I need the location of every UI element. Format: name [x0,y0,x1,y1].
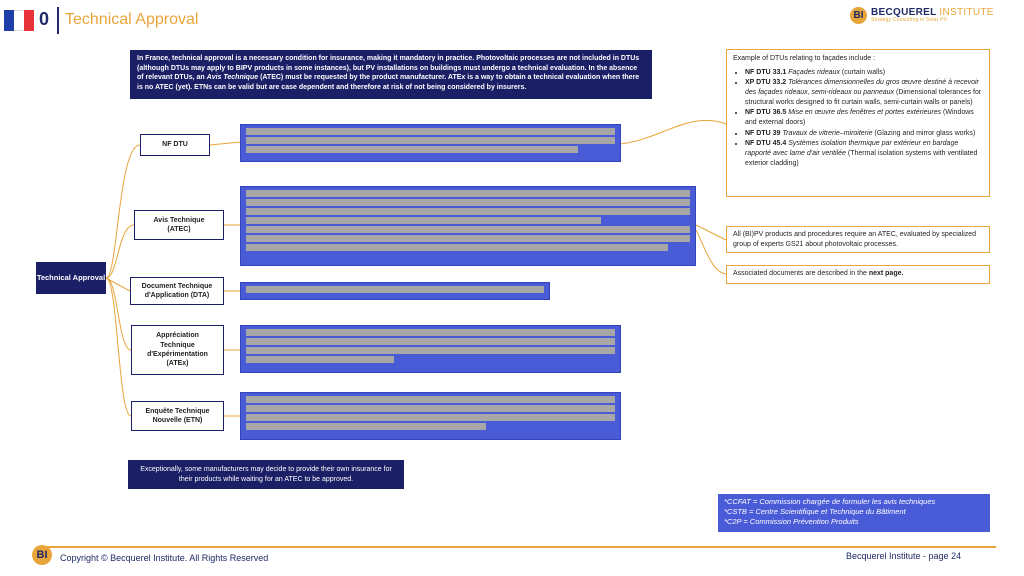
tree-node-atec: Avis Technique (ATEC) [134,210,224,240]
redacted-description-etn [240,392,621,440]
page-title: Technical Approval [65,11,199,28]
redacted-description-dta [240,282,550,300]
associated-documents-note: Associated documents are described in the next page. [726,265,990,284]
list-item: • NF DTU 33.1 Façades rideaux (curtain walls) [745,68,983,78]
intro-text-box [130,50,652,99]
intro-text-part2: (ATEC) must be requested by the product manufacturer. ATEx is a way to obtain a technical evaluation when there is no ATEC (yet). ETNs can be valid but are case dependent and therefore at risk of not being considered by insurers. [137,74,640,91]
france-flag-icon [4,10,34,31]
redacted-description-atec [240,186,696,266]
abbreviations-box [718,494,990,532]
redacted-description-nf-dtu [240,124,621,162]
flag-blue-stripe [4,10,14,31]
flag-white-stripe [14,10,24,31]
tree-node-atex: Appréciation Technique d'Expérimentation (ATEx) [131,325,224,375]
logo-mark-icon: BI [850,7,867,24]
dtu-examples-box [726,49,990,197]
list-item: • XP DTU 33.2 Tolérances dimensionnelles du gros œuvre destiné à recevoir des façades rideaux, semi-rideaux ou panneaux (Dimensional tolerances for structural works designed to fit curtain walls, semi-curtain walls or panels) [745,78,983,107]
tree-node-nf-dtu: NF DTU [140,134,210,156]
list-item: • NF DTU 36.5 Mise en œuvre des fenêtres et portes extérieures (Windows and external doors) [745,108,983,127]
title-divider [57,7,59,34]
company-logo [850,7,994,24]
list-item: • NF DTU 45.4 Systèmes isolation thermique par extérieur en bardage rapporté avec lame d'air ventilée (Thermal isolation systems with ventilated exterior cladding) [745,139,983,168]
logo-tagline: Strategy Consulting in Solar PV [871,17,948,23]
intro-text-part1: In France, technical approval is a necessary condition for insurance, making it mandatory in practice. Photovoltaic processes are not included in DTUs (although DTUs may apply to BIPV products in some instances), but PV installations on buildings must undergo a technical evaluation. In the absence of relevant DTUs, an [137,55,640,82]
logo-name-suffix: INSTITUTE [939,7,994,18]
abbreviation-cstb: *CSTB = Centre Scientifique et Technique du Bâtiment [724,507,906,517]
dtu-examples-heading: Example of DTUs relating to façades include : [733,55,876,62]
flag-red-stripe [24,10,34,31]
tree-node-etn: Enquête Technique Nouvelle (ETN) [131,401,224,431]
list-item: • NF DTU 39 Travaux de vitrerie–miroiterie (Glazing and mirror glass works) [745,129,983,139]
tree-node-dta: Document Technique d'Application (DTA) [130,277,224,305]
abbreviation-ccfat: *CCFAT = Commission chargée de formuler les avis techniques [724,497,936,506]
exception-note-box: Exceptionally, some manufacturers may decide to provide their own insurance for their products while waiting for an ATEC to be approved. [128,460,404,489]
intro-emphasis: Avis Technique [206,74,259,82]
dtu-examples-list [733,68,983,169]
footer-page-number: Becquerel Institute - page 24 [846,551,962,561]
chapter-number: 0 [39,9,50,29]
footer-copyright: Copyright © Becquerel Institute. All Rights Reserved [60,553,269,563]
footer-logo-icon: BI [32,545,52,565]
footer-divider [44,546,996,548]
tree-root-technical-approval: Technical Approval [36,262,106,294]
redacted-description-atex [240,325,621,373]
atec-note-box: All (BI)PV products and procedures require an ATEC, evaluated by specialized group of experts GS21 about photovoltaic processes. [726,226,990,253]
logo-name: BECQUEREL [871,7,937,18]
abbreviation-c2p: *C2P = Commission Prévention Produits [724,517,859,527]
